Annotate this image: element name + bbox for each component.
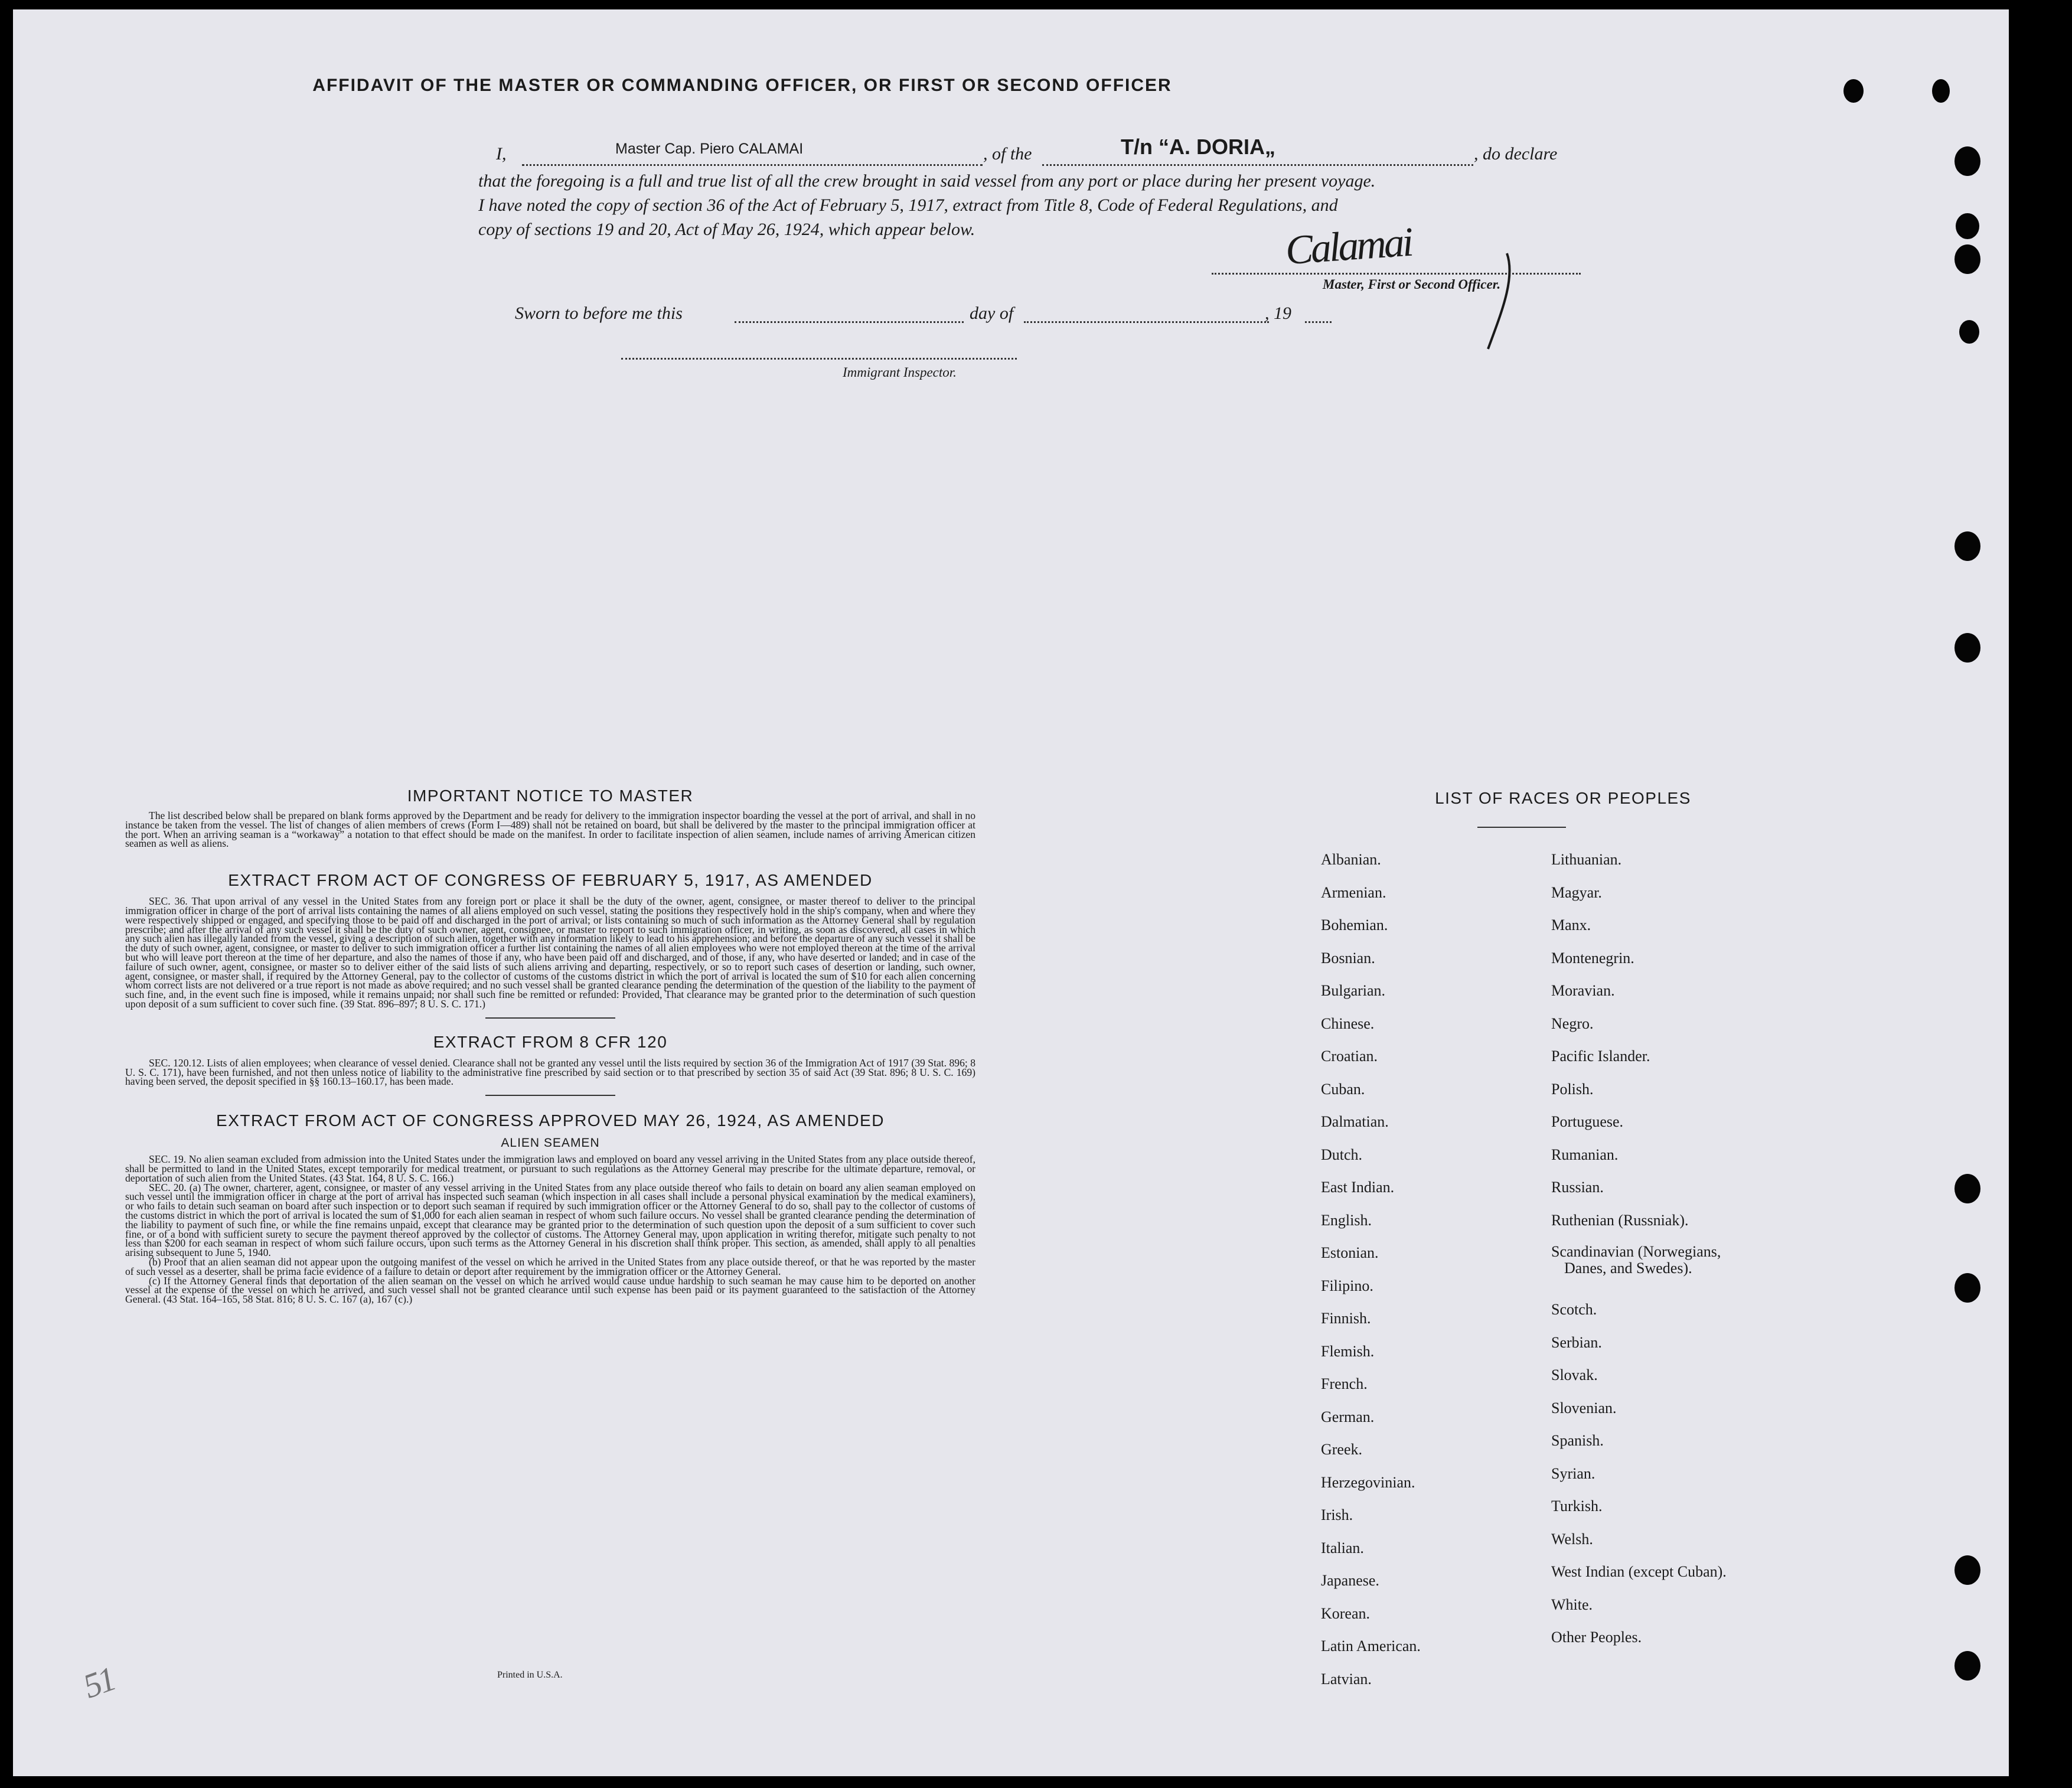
manifest-page (13, 9, 2009, 1776)
race-item: Irish. (1321, 1506, 1353, 1523)
punch-hole (1954, 531, 1980, 561)
extract-1917-text: SEC. 36. That upon arrival of any vessel in the United States from any foreign port or place it shall be the duty of the owner, agent, consignee, or master thereof to deliver to the principal immigration officer in charge of the port of arrival lists containing the names of all aliens employed on such vessel, stating the positions they respectively hold in the ship's company, when and where they were respectively shipped or engaged, and specifying those to be paid off and discharged in the port of arrival; or lists containing so much of such information as the Attorney General shall by regulation prescribe; and after the arrival of any such vessel it shall be the duty of such owner, agent, consignee, or master to report to such immigration officer, in writing, as soon as discovered, all cases in which any such alien has illegally landed from the vessel, giving a description of such alien, together with any information likely to lead to his apprehension; and before the departure of any such vessel it shall be the duty of such owner, agent, consignee, or master to deliver to such immigration officer a further list containing the names of all alien employees who were not employed thereon at the time of the arrival but who will leave port thereon at the time of her departure, and also the names of those if any, who have been paid off and discharged, and of those, if any, who have deserted or landed; and in case of the failure of such owner, agent, consignee, or master so to deliver either of the said lists of such aliens arriving and departing, respectively, or so to report such cases of desertion or landing, such owner, agent, consignee, or master shall, if required by the Attorney General, pay to the collector of customs of the customs district in which the port of arrival is located the sum of $10 for each alien concerning whom correct lists are not delivered or a true report is not made as above required; and no such vessel shall be granted clearance pending the determination of the question of the liability to the payment of such fine, and, in the event such fine is imposed, while it remains unpaid; nor shall such fine be remitted or refunded: Provided, That clearance may be granted prior to the determination of such question upon deposit of a sum sufficient to cover such fine. (39 Stat. 896–897; 8 U. S. C. 171.) (125, 895, 975, 1010)
race-item: Serbian. (1551, 1333, 1602, 1351)
inspector-line (621, 358, 1017, 360)
race-item: Slovak. (1551, 1366, 1598, 1384)
extract-cfr-text: SEC. 120.12. Lists of alien employees; when clearance of vessel denied. Clearance shall not be granted any vessel until the lists required by section 36 of the Immigration Act of 1917 (39 Stat. 896; 8 U. S. C. 171), have been furnished, and not then unless notice of liability to the administrative fine prescribed by said section or to that prescribed by section 35 of said Act (39 Stat. 896; 8 U. S. C. 169) having been served, the deposit specified in §§ 160.13–160.17, has been made. (125, 1056, 975, 1088)
punch-hole (1843, 79, 1864, 103)
race-item: Syrian. (1551, 1464, 1595, 1482)
affidavit-of-the: , of the (983, 144, 1032, 164)
affidavit-body (478, 169, 1588, 242)
race-item: Herzegovinian. (1321, 1473, 1415, 1491)
race-item: Rumanian. (1551, 1146, 1619, 1163)
punch-hole (1954, 1651, 1980, 1681)
punch-hole (1954, 244, 1980, 274)
ship-name-line (1042, 164, 1473, 166)
races-title: LIST OF RACES OR PEOPLES (1435, 789, 1691, 807)
race-item: East Indian. (1321, 1179, 1395, 1196)
sworn-year-line (1305, 321, 1332, 323)
notice-text: The list described below shall be prepared on blank forms approved by the Department and be ready for delivery to the immigration inspector boarding the vessel at the port of arrival, and shall in no instance be taken from the vessel. The list of changes of alien members of crews (Form I—489) shall not be retained on board, but shall be delivered by the master to the principal immigration officer at the port. When an arriving seaman is a “workaway” a notation to that effect should be made on the manifest. In order to facilitate inspection of alien seamen, include names of arriving American citizen seamen as well as aliens. (125, 810, 975, 850)
race-item: Estonian. (1321, 1244, 1379, 1261)
race-item: Russian. (1551, 1179, 1604, 1196)
punch-hole (1954, 146, 1980, 176)
race-item: Ruthenian (Russniak). (1551, 1211, 1689, 1229)
punch-hole (1954, 1273, 1980, 1303)
race-item: Welsh. (1551, 1530, 1593, 1548)
races-title-rule (1477, 827, 1566, 828)
race-item: Croatian. (1321, 1048, 1378, 1065)
race-item: Montenegrin. (1551, 949, 1634, 967)
extract-cfr-title: EXTRACT FROM 8 CFR 120 (433, 1032, 668, 1051)
sec20c-text: (c) If the Attorney General finds that deportation of the alien seaman on the vessel on which he arrived would cause undue hardship to such seaman he may cause him to be deported on another vessel at the expense of the vessel on which he arrived, and such vessel shall not be granted clearance until such expense has been paid or its payment guaranteed to the satisfaction of the Attorney General. (43 Stat. 164–165, 58 Stat. 816; 8 U. S. C. 167 (a), 167 (c).) (125, 1274, 975, 1306)
race-item: Slovenian. (1551, 1399, 1617, 1417)
race-item: Turkish. (1551, 1497, 1603, 1515)
punch-hole (1959, 320, 1979, 344)
sworn-day-of: day of (970, 304, 1014, 323)
race-item: Greek. (1321, 1441, 1363, 1458)
race-item: Danes, and Swedes). (1564, 1260, 1692, 1277)
affidavit-line-2: that the foregoing is a full and true list of all the crew brought in said vessel from any port or place during her present voyage. (478, 171, 1376, 191)
race-item: Spanish. (1551, 1432, 1604, 1449)
sworn-day-line (735, 321, 964, 323)
race-item: French. (1321, 1375, 1368, 1392)
race-item: Portuguese. (1551, 1113, 1624, 1130)
race-item: Filipino. (1321, 1277, 1373, 1294)
signature-flourish (1483, 249, 1519, 352)
race-item: Flemish. (1321, 1342, 1375, 1360)
race-item: Moravian. (1551, 982, 1615, 999)
race-item: Chinese. (1321, 1014, 1375, 1032)
legal-notices (125, 787, 975, 1304)
race-item: Albanian. (1321, 851, 1381, 868)
race-item: Armenian. (1321, 883, 1386, 901)
sworn-year-prefix: , 19 (1265, 304, 1291, 323)
punch-hole (1954, 1555, 1980, 1585)
sec19-text: SEC. 19. No alien seaman excluded from admission into the United States under the immigration laws and employed on board any vessel arriving in the United States from any place outside thereof, shall be permitted to land in the United States, except temporarily for medical treatment, or pursuant to such regulations as the Attorney General may prescribe for the ultimate departure, removal, or deportation of such alien from the United States. (43 Stat. 164, 8 U. S. C. 166.) (125, 1153, 975, 1184)
sworn-month-line (1024, 321, 1269, 323)
race-item: Scotch. (1551, 1301, 1597, 1318)
race-item: Korean. (1321, 1604, 1371, 1622)
sworn-label: Sworn to before me this (515, 304, 683, 323)
races-column-2 (1551, 843, 1727, 1654)
race-item: Finnish. (1321, 1310, 1371, 1327)
race-item: Italian. (1321, 1539, 1364, 1557)
notice-title: IMPORTANT NOTICE TO MASTER (407, 787, 694, 805)
inspector-caption: Immigrant Inspector. (843, 365, 957, 380)
master-name-line (522, 164, 983, 166)
sec20a-text: SEC. 20. (a) The owner, charterer, agent, consignee, or master of any vessel arriving in the United States from any place outside thereof who fails to detain on board any alien seaman employed on such vessel until the immigration officer in charge at the port of arrival has inspected such seaman (which inspection in all cases shall include a personal physical examination by the medical examiners), or who fails to detain such seaman on board after such inspection or to deport such seaman if required by such immigration officer or the Attorney General to do so, shall pay to the collector of customs of the customs district in which the port of arrival is located the sum of $1,000 for each alien seaman in respect of whom such failure occurs. No vessel shall be granted clearance pending the determination of the liability to payment of such fine, or while the fine remains unpaid, except that clearance may be granted prior to the determination of such question upon the deposit of a sum sufficient to cover such fine, or of a bond with sufficient surety to secure the payment thereof approved by the collector of customs. The Attorney General may, upon application in writing therefor, mitigate such penalty to not less than $200 for each seaman in respect of whom such failure occurs, upon such terms as the Attorney General in his discretion shall think proper. This section, as amended, shall apply to all penalties arising subsequent to June 5, 1940. (125, 1181, 975, 1259)
punch-hole (1954, 633, 1980, 663)
master-signature: Calamai (1284, 219, 1413, 274)
sec20b-text: (b) Proof that an alien seaman did not appear upon the outgoing manifest of the vessel on which he arrived in the United States from any place outside thereof, or that he was reported by the master of such vessel as a deserter, shall be prima facie evidence of a failure to detain or deport after requirement by the immigration officer or the Attorney General. (125, 1255, 975, 1277)
race-item: Bulgarian. (1321, 982, 1386, 999)
race-item: Bosnian. (1321, 949, 1375, 967)
printed-in-usa: Printed in U.S.A. (497, 1670, 563, 1680)
rule-cfr (485, 1095, 615, 1096)
race-item: German. (1321, 1408, 1375, 1425)
race-item: Latvian. (1321, 1670, 1372, 1688)
alien-seamen-subtitle: ALIEN SEAMEN (501, 1136, 600, 1150)
race-item: White. (1551, 1596, 1593, 1613)
rule-1917 (485, 1017, 615, 1019)
race-item: Dalmatian. (1321, 1113, 1389, 1130)
punch-hole (1954, 1174, 1980, 1203)
affidavit-title: AFFIDAVIT OF THE MASTER OR COMMANDING OFFICER, OR FIRST OR SECOND OFFICER (312, 76, 1172, 95)
affidavit-declare: , do declare (1474, 144, 1558, 164)
ship-name-field: T/n “A. DORIA„ (1121, 135, 1275, 159)
punch-hole (1956, 213, 1979, 239)
master-name-field: Master Cap. Piero CALAMAI (615, 141, 804, 157)
race-item: Bohemian. (1321, 916, 1388, 934)
race-item: Polish. (1551, 1080, 1594, 1098)
race-item: Pacific Islander. (1551, 1048, 1650, 1065)
affidavit-line-4: copy of sections 19 and 20, Act of May 26, 1924, which appear below. (478, 220, 975, 239)
margin-number: 51 (78, 1659, 119, 1706)
affidavit-i: I, (496, 144, 507, 164)
race-item: Negro. (1551, 1014, 1594, 1032)
extract-1917-title: EXTRACT FROM ACT OF CONGRESS OF FEBRUARY 5, 1917, AS AMENDED (228, 871, 873, 890)
race-item: Lithuanian. (1551, 851, 1622, 868)
race-item: Manx. (1551, 916, 1591, 934)
race-item: Other Peoples. (1551, 1629, 1642, 1646)
race-item: Dutch. (1321, 1146, 1363, 1163)
race-item: English. (1321, 1211, 1372, 1229)
race-item: Magyar. (1551, 883, 1602, 901)
race-item: Japanese. (1321, 1572, 1379, 1589)
punch-hole (1932, 79, 1950, 103)
signature-line (1212, 273, 1581, 275)
affidavit-line-3: I have noted the copy of section 36 of the Act of February 5, 1917, extract from Title 8, Code of Federal Regulations, and (478, 195, 1338, 215)
race-item: Latin American. (1321, 1637, 1421, 1655)
race-item: Cuban. (1321, 1080, 1365, 1098)
race-item: Scandinavian (Norwegians, (1551, 1243, 1721, 1260)
signature-caption: Master, First or Second Officer. (1323, 277, 1501, 292)
race-item: West Indian (except Cuban). (1551, 1563, 1727, 1580)
extract-1924-title: EXTRACT FROM ACT OF CONGRESS APPROVED MAY 26, 1924, AS AMENDED (216, 1111, 885, 1130)
races-column-1 (1321, 843, 1421, 1695)
